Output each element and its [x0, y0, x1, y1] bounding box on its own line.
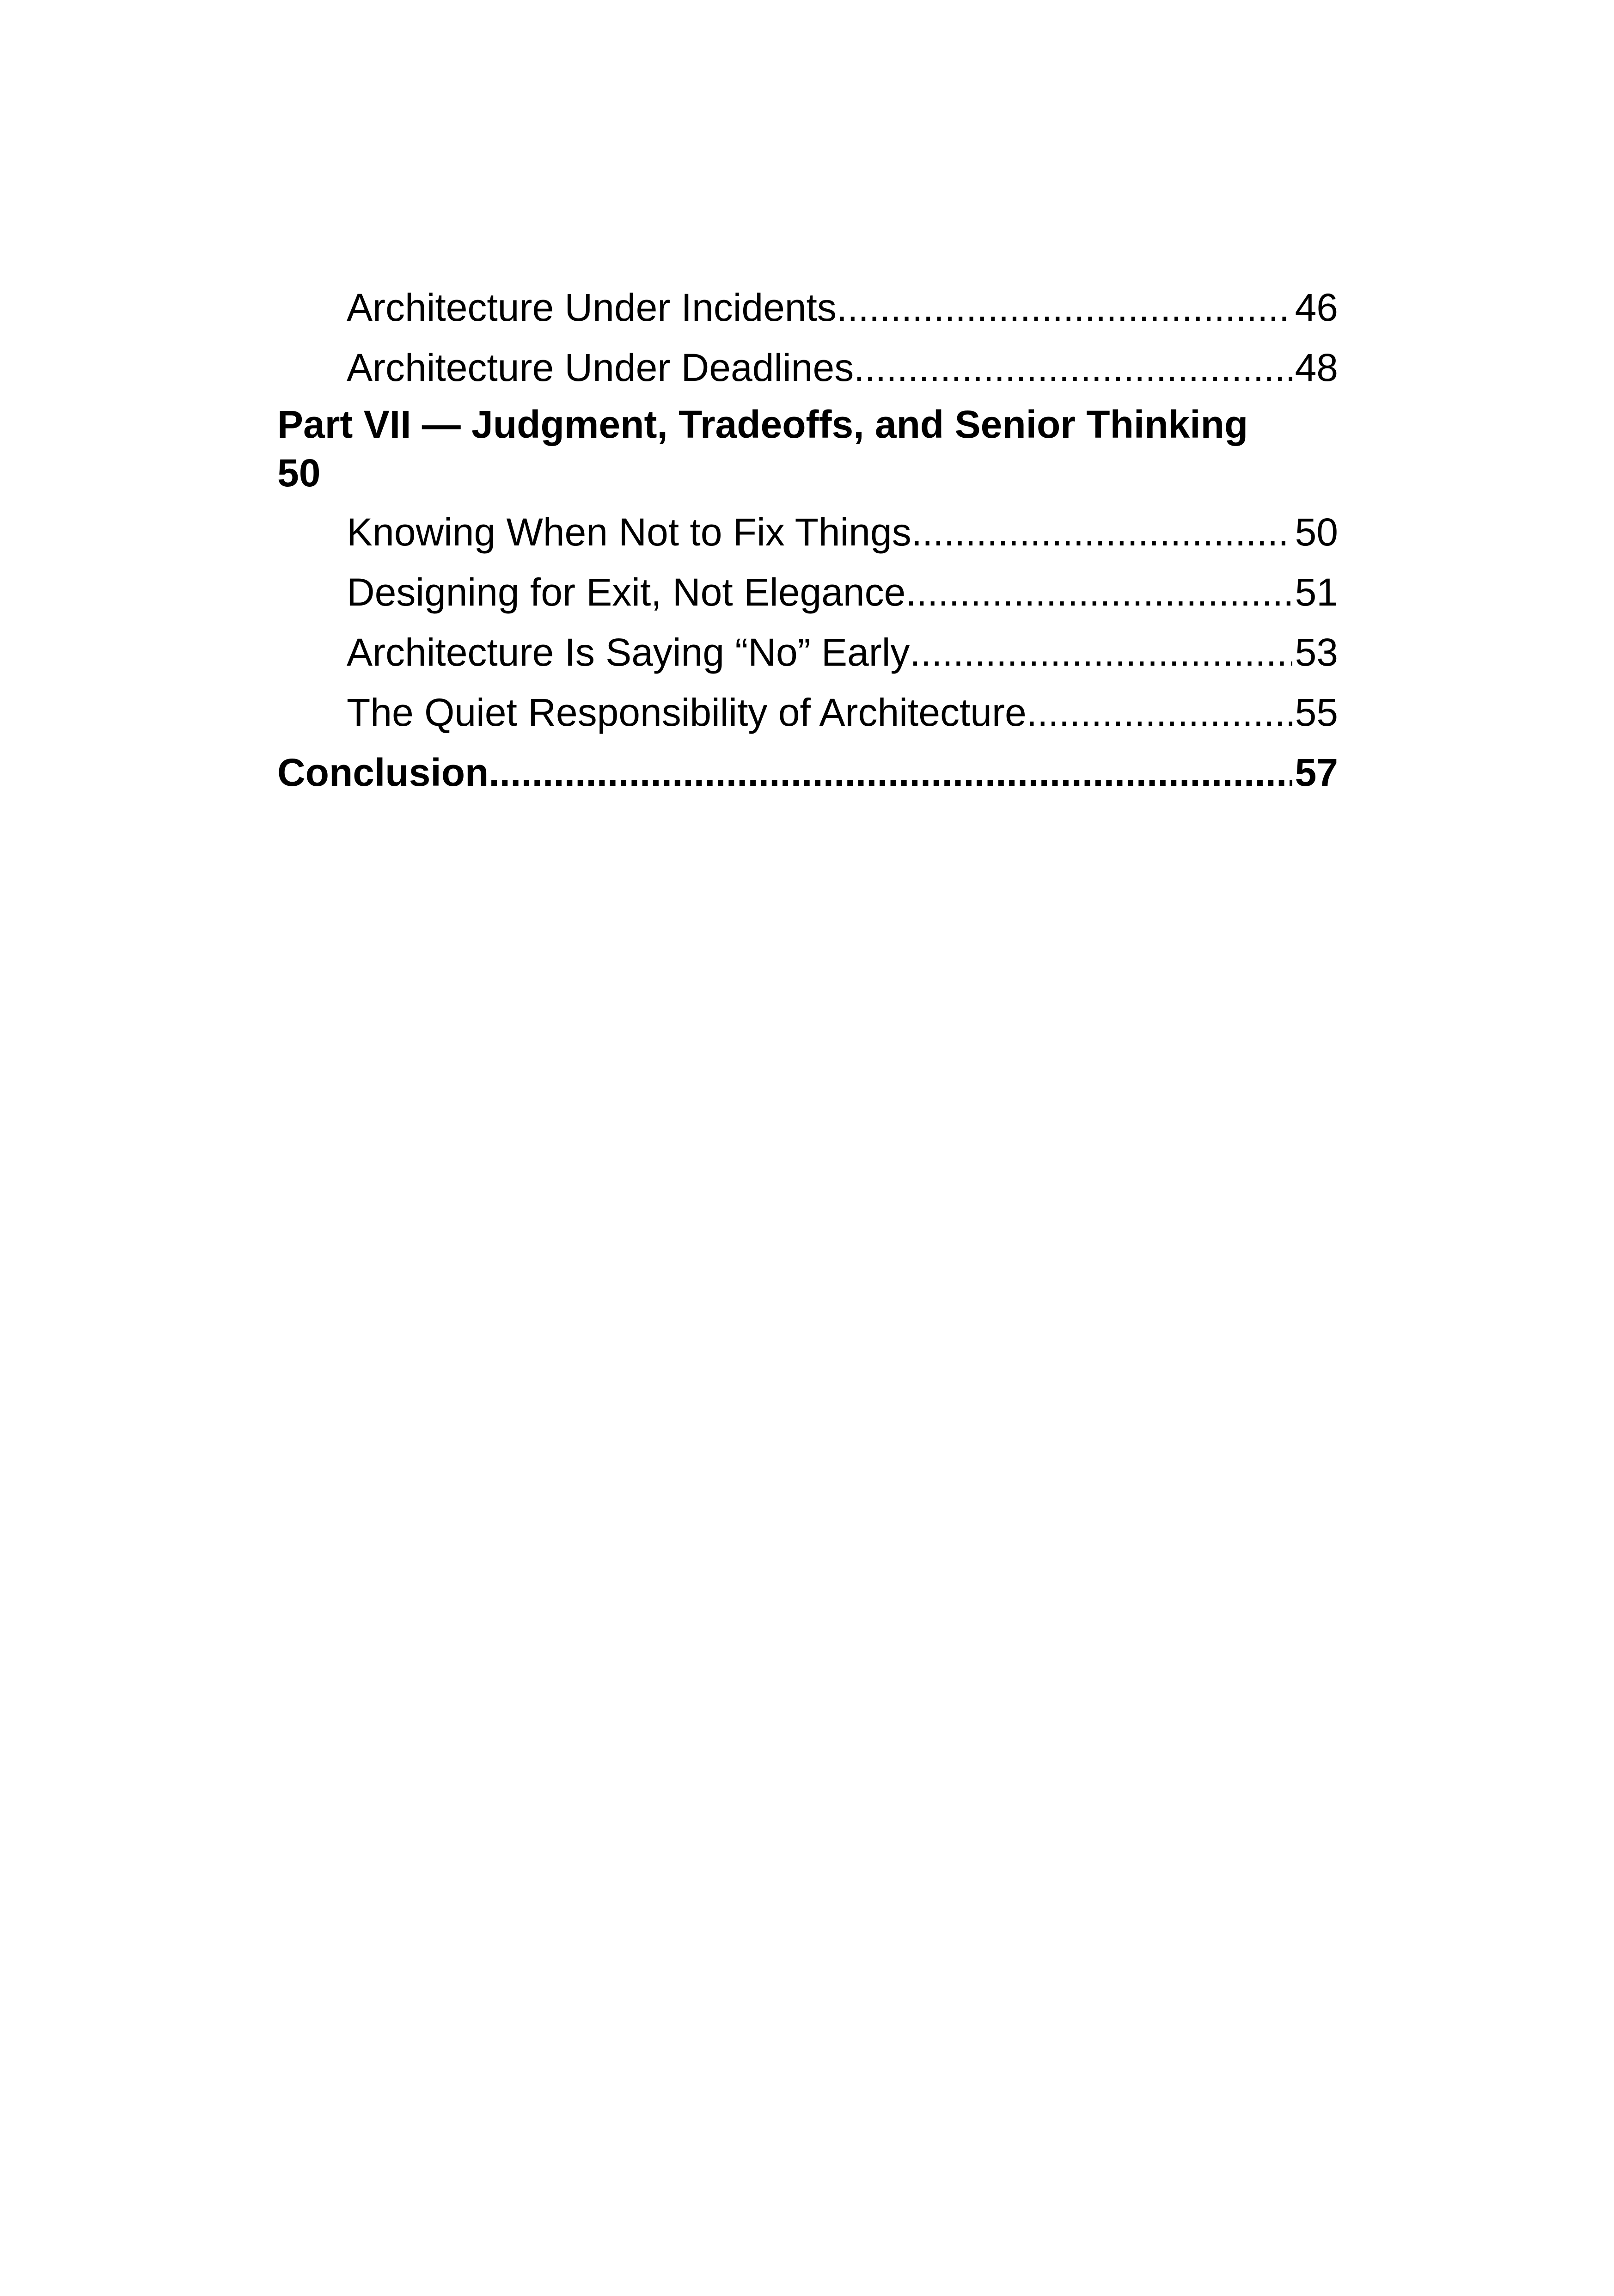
toc-entry-page: 50 — [1295, 510, 1338, 554]
toc-entry-title: Designing for Exit, Not Elegance — [347, 570, 906, 614]
toc-entry-title: Knowing When Not to Fix Things — [347, 510, 911, 554]
toc-conclusion-page: 57 — [1295, 751, 1338, 794]
toc-entry[interactable] — [277, 502, 1338, 562]
toc-leader-dots — [837, 277, 1292, 337]
toc-leader-dots — [854, 337, 1292, 398]
toc-entry[interactable] — [277, 682, 1338, 742]
toc-part-heading[interactable] — [277, 398, 1338, 502]
toc-entry[interactable] — [277, 277, 1338, 337]
toc-entry-page: 53 — [1295, 631, 1338, 674]
toc-leader-dots — [905, 562, 1292, 622]
toc-conclusion-title: Conclusion — [277, 751, 489, 794]
table-of-contents — [277, 277, 1338, 802]
toc-entry-title: Architecture Under Incidents — [347, 286, 837, 329]
toc-leader-dots — [910, 622, 1292, 682]
toc-entry[interactable] — [277, 337, 1338, 398]
toc-entry-page: 51 — [1295, 570, 1338, 614]
toc-part-page: 50 — [277, 451, 321, 495]
toc-entry-title: The Quiet Responsibility of Architecture — [347, 691, 1027, 734]
toc-entry-page: 46 — [1295, 286, 1338, 329]
toc-entry-title: Architecture Under Deadlines — [347, 346, 854, 389]
toc-leader-dots — [911, 502, 1292, 562]
toc-entry[interactable] — [277, 562, 1338, 622]
toc-entry-page: 48 — [1295, 346, 1338, 389]
toc-leader-dots — [489, 742, 1292, 802]
toc-entry[interactable] — [277, 622, 1338, 682]
toc-entry-page: 55 — [1295, 691, 1338, 734]
toc-leader-dots — [1027, 682, 1292, 742]
toc-entry-title: Architecture Is Saying “No” Early — [347, 631, 910, 674]
toc-part-title: Part VII — Judgment, Tradeoffs, and Senior Thinking — [277, 403, 1248, 446]
toc-conclusion-entry[interactable] — [277, 742, 1338, 802]
